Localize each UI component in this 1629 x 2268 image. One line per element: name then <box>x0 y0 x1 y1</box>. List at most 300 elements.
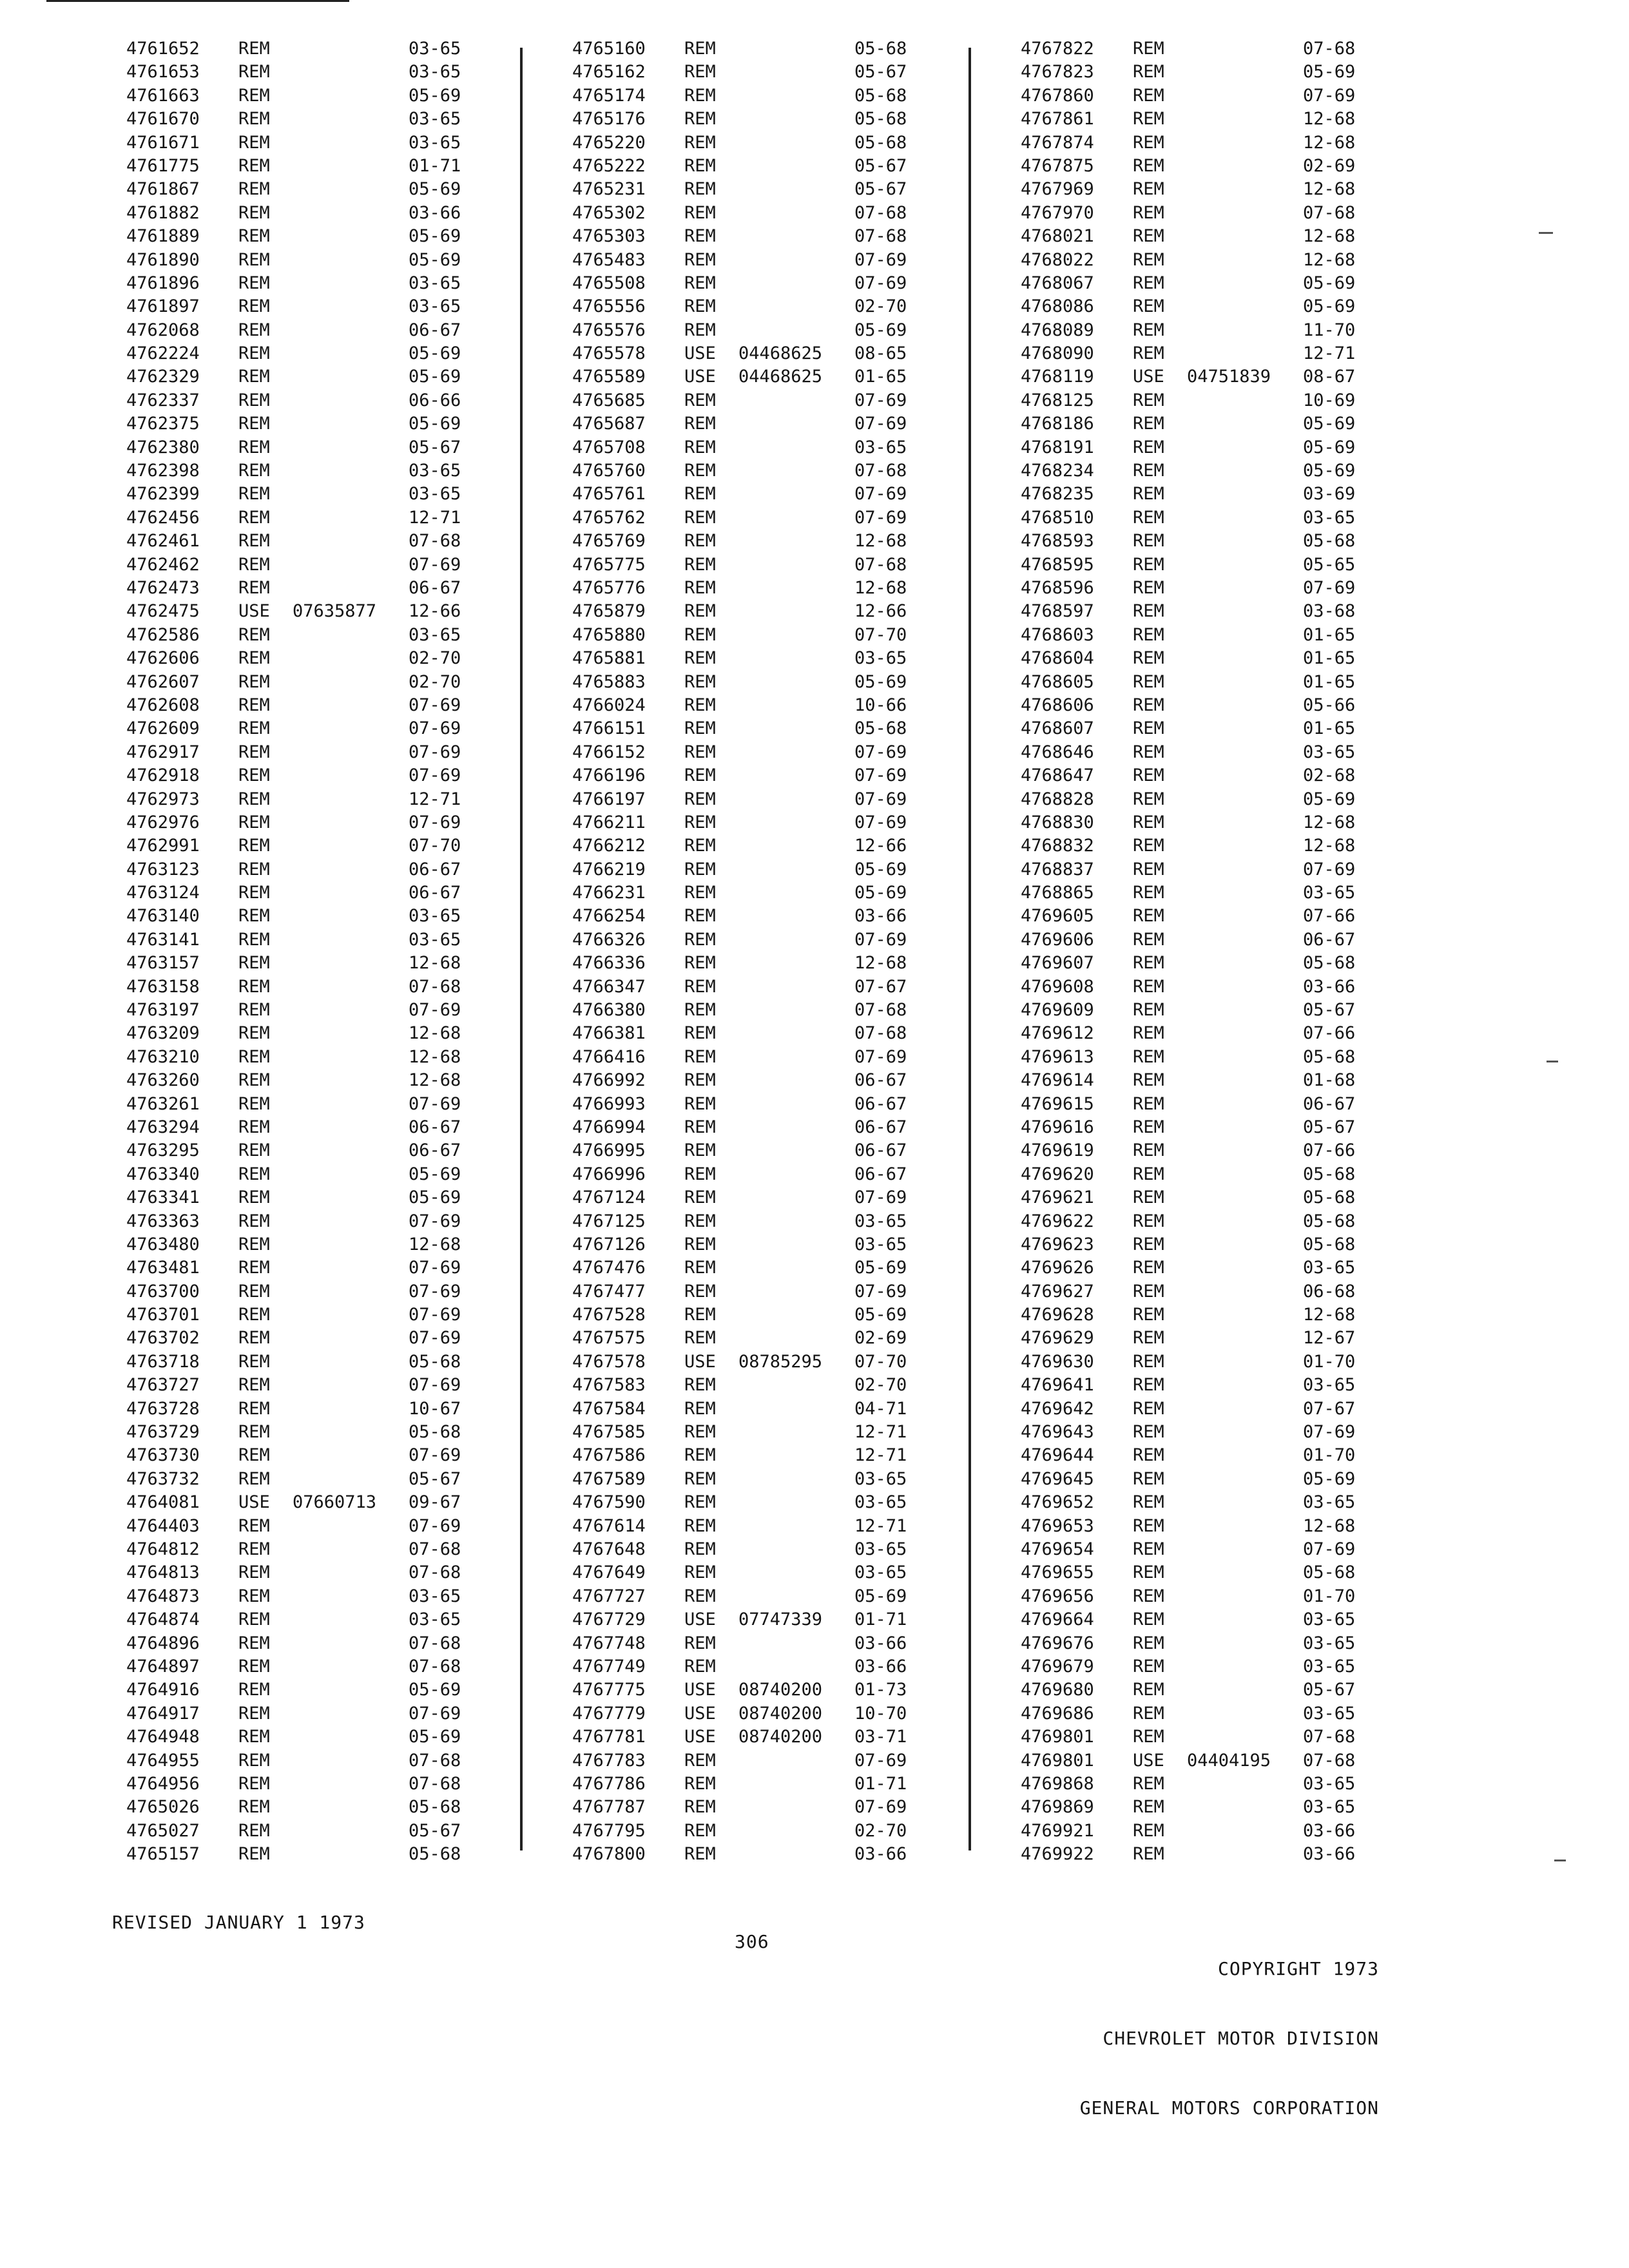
action-code: REM <box>238 1187 270 1208</box>
action-code: REM <box>684 1468 716 1489</box>
action-code: REM <box>238 343 270 364</box>
part-number: 4768646 <box>1021 742 1094 762</box>
effective-date: 07-69 <box>409 1375 461 1396</box>
effective-date: 05-68 <box>1303 1562 1356 1583</box>
action-code: REM <box>1133 1398 1164 1419</box>
effective-date: 05-69 <box>409 414 461 434</box>
part-number: 4762068 <box>126 320 200 340</box>
effective-date: 07-69 <box>1303 859 1356 879</box>
part-number: 4767786 <box>572 1773 646 1794</box>
part-number: 4769653 <box>1021 1515 1094 1536</box>
action-code: REM <box>684 179 716 200</box>
action-code: REM <box>684 1445 716 1466</box>
part-number: 4762586 <box>126 624 200 645</box>
part-number: 4762375 <box>126 414 200 434</box>
effective-date: 05-68 <box>1303 1187 1356 1208</box>
action-code: USE <box>684 1351 716 1372</box>
action-code: REM <box>1133 648 1164 669</box>
replacement-number: 04468625 <box>738 367 823 387</box>
part-number: 4769621 <box>1021 1187 1094 1208</box>
effective-date: 05-68 <box>1303 1164 1356 1184</box>
action-code: REM <box>684 531 716 552</box>
part-number: 4761890 <box>126 249 200 270</box>
action-code: USE <box>1133 367 1164 387</box>
action-code: REM <box>1133 1844 1164 1865</box>
part-number: 4769641 <box>1021 1375 1094 1396</box>
action-code: REM <box>1133 226 1164 247</box>
part-number: 4767585 <box>572 1422 646 1443</box>
part-number: 4766211 <box>572 812 646 832</box>
part-number: 4763700 <box>126 1281 200 1302</box>
action-code: REM <box>238 812 270 832</box>
part-number: 4769627 <box>1021 1281 1094 1302</box>
action-code: REM <box>238 1820 270 1841</box>
part-number: 4764812 <box>126 1539 200 1559</box>
replacement-number: 08785295 <box>738 1351 823 1372</box>
effective-date: 07-68 <box>1303 39 1356 59</box>
effective-date: 08-65 <box>854 343 907 364</box>
action-code: REM <box>1133 1046 1164 1067</box>
part-number: 4762609 <box>126 718 200 739</box>
action-code: REM <box>238 1750 270 1771</box>
part-number: 4767749 <box>572 1656 646 1677</box>
part-number: 4765775 <box>572 554 646 575</box>
part-number: 4765026 <box>126 1797 200 1818</box>
part-number: 4769606 <box>1021 929 1094 950</box>
action-code: REM <box>238 109 270 130</box>
part-number: 4767584 <box>572 1398 646 1419</box>
action-code: REM <box>684 437 716 457</box>
part-number: 4764874 <box>126 1610 200 1630</box>
action-code: REM <box>1133 531 1164 552</box>
action-code: REM <box>684 953 716 974</box>
page-number: 306 <box>735 1931 769 1952</box>
effective-date: 05-68 <box>854 718 907 739</box>
part-number: 4763158 <box>126 976 200 997</box>
effective-date: 02-70 <box>409 648 461 669</box>
part-number: 4766995 <box>572 1140 646 1161</box>
effective-date: 06-67 <box>854 1070 907 1091</box>
action-code: REM <box>238 929 270 950</box>
copyright-block <box>1080 1911 1379 2166</box>
part-number: 4761671 <box>126 132 200 153</box>
part-number: 4762473 <box>126 577 200 598</box>
part-number: 4767648 <box>572 1539 646 1559</box>
effective-date: 05-68 <box>409 1351 461 1372</box>
effective-date: 05-68 <box>1303 1234 1356 1254</box>
part-number: 4763363 <box>126 1211 200 1231</box>
replacement-number: 07660713 <box>293 1492 377 1513</box>
effective-date: 05-67 <box>1303 1117 1356 1137</box>
part-number: 4768597 <box>1021 601 1094 622</box>
effective-date: 07-68 <box>409 1562 461 1583</box>
effective-date: 07-69 <box>409 1515 461 1536</box>
action-code: REM <box>238 695 270 715</box>
effective-date: 05-67 <box>409 437 461 457</box>
effective-date: 03-66 <box>409 202 461 223</box>
part-number: 4767477 <box>572 1281 646 1302</box>
part-number: 4761670 <box>126 109 200 130</box>
part-number: 4765160 <box>572 39 646 59</box>
part-number: 4769801 <box>1021 1727 1094 1747</box>
part-number: 4766151 <box>572 718 646 739</box>
effective-date: 01-71 <box>854 1610 907 1630</box>
part-number: 4768604 <box>1021 648 1094 669</box>
action-code: REM <box>238 1610 270 1630</box>
action-code: REM <box>238 554 270 575</box>
effective-date: 06-67 <box>409 577 461 598</box>
part-number: 4762380 <box>126 437 200 457</box>
part-number: 4763701 <box>126 1305 200 1325</box>
effective-date: 02-69 <box>1303 155 1356 176</box>
action-code: REM <box>1133 1211 1164 1231</box>
action-code: USE <box>238 601 270 622</box>
part-number: 4763141 <box>126 929 200 950</box>
part-number: 4767822 <box>1021 39 1094 59</box>
part-number: 4762973 <box>126 789 200 809</box>
effective-date: 07-69 <box>409 554 461 575</box>
effective-date: 07-69 <box>854 273 907 293</box>
effective-date: 07-68 <box>409 976 461 997</box>
part-number: 4765761 <box>572 484 646 505</box>
effective-date: 05-67 <box>854 155 907 176</box>
part-number: 4765880 <box>572 624 646 645</box>
action-code: REM <box>1133 1187 1164 1208</box>
effective-date: 05-69 <box>409 226 461 247</box>
part-number: 4769619 <box>1021 1140 1094 1161</box>
effective-date: 03-65 <box>409 624 461 645</box>
part-number: 4761867 <box>126 179 200 200</box>
part-number: 4764896 <box>126 1633 200 1653</box>
effective-date: 07-69 <box>409 1281 461 1302</box>
part-number: 4761889 <box>126 226 200 247</box>
effective-date: 07-68 <box>1303 202 1356 223</box>
effective-date: 06-67 <box>854 1093 907 1114</box>
action-code: REM <box>1133 461 1164 481</box>
effective-date: 10-69 <box>1303 390 1356 410</box>
effective-date: 05-69 <box>854 320 907 340</box>
action-code: REM <box>1133 624 1164 645</box>
effective-date: 07-69 <box>854 484 907 505</box>
effective-date: 07-70 <box>409 836 461 856</box>
part-number: 4767779 <box>572 1703 646 1724</box>
action-code: REM <box>1133 179 1164 200</box>
part-number: 4763718 <box>126 1351 200 1372</box>
part-number: 4768067 <box>1021 273 1094 293</box>
part-number: 4767583 <box>572 1375 646 1396</box>
effective-date: 12-71 <box>1303 343 1356 364</box>
action-code: REM <box>684 273 716 293</box>
part-number: 4764916 <box>126 1680 200 1700</box>
effective-date: 03-65 <box>409 132 461 153</box>
effective-date: 07-69 <box>854 1797 907 1818</box>
part-number: 4767875 <box>1021 155 1094 176</box>
action-code: REM <box>1133 1586 1164 1606</box>
effective-date: 05-69 <box>409 179 461 200</box>
part-number: 4769612 <box>1021 1023 1094 1044</box>
effective-date: 05-68 <box>854 109 907 130</box>
part-number: 4761652 <box>126 39 200 59</box>
effective-date: 05-69 <box>854 671 907 692</box>
effective-date: 03-65 <box>854 1211 907 1231</box>
action-code: REM <box>238 1680 270 1700</box>
part-number: 4762337 <box>126 390 200 410</box>
part-number: 4763727 <box>126 1375 200 1396</box>
effective-date: 03-65 <box>409 296 461 317</box>
effective-date: 05-69 <box>1303 62 1356 82</box>
effective-date: 03-65 <box>854 1234 907 1254</box>
part-number: 4764403 <box>126 1515 200 1536</box>
effective-date: 05-69 <box>854 1258 907 1278</box>
part-number: 4767590 <box>572 1492 646 1513</box>
part-number: 4764917 <box>126 1703 200 1724</box>
effective-date: 05-69 <box>1303 1468 1356 1489</box>
replacement-number: 07747339 <box>738 1610 823 1630</box>
part-number: 4762456 <box>126 507 200 528</box>
action-code: REM <box>1133 1656 1164 1677</box>
effective-date: 03-65 <box>1303 1492 1356 1513</box>
effective-date: 02-70 <box>409 671 461 692</box>
part-number: 4767748 <box>572 1633 646 1653</box>
action-code: REM <box>684 1773 716 1794</box>
action-code: REM <box>684 976 716 997</box>
part-number: 4766152 <box>572 742 646 762</box>
effective-date: 12-68 <box>1303 249 1356 270</box>
column-divider <box>969 48 971 1850</box>
part-number: 4765879 <box>572 601 646 622</box>
effective-date: 05-68 <box>1303 1211 1356 1231</box>
part-number: 4765578 <box>572 343 646 364</box>
effective-date: 10-66 <box>854 695 907 715</box>
action-code: REM <box>1133 1562 1164 1583</box>
action-code: REM <box>238 1234 270 1254</box>
action-code: REM <box>1133 1281 1164 1302</box>
effective-date: 06-67 <box>409 883 461 903</box>
effective-date: 12-68 <box>854 577 907 598</box>
effective-date: 05-67 <box>854 179 907 200</box>
action-code: REM <box>684 249 716 270</box>
effective-date: 07-69 <box>409 1445 461 1466</box>
effective-date: 06-67 <box>1303 1093 1356 1114</box>
action-code: REM <box>684 132 716 153</box>
action-code: REM <box>238 953 270 974</box>
part-number: 4765027 <box>126 1820 200 1841</box>
part-number: 4765483 <box>572 249 646 270</box>
effective-date: 05-69 <box>409 85 461 106</box>
action-code: REM <box>238 155 270 176</box>
effective-date: 12-68 <box>1303 132 1356 153</box>
part-number: 4765589 <box>572 367 646 387</box>
part-number: 4765220 <box>572 132 646 153</box>
effective-date: 08-67 <box>1303 367 1356 387</box>
part-number: 4763730 <box>126 1445 200 1466</box>
part-number: 4767874 <box>1021 132 1094 153</box>
part-number: 4769679 <box>1021 1656 1094 1677</box>
action-code: REM <box>238 1844 270 1865</box>
replacement-number: 04751839 <box>1187 367 1271 387</box>
action-code: REM <box>238 1797 270 1818</box>
effective-date: 03-65 <box>1303 1375 1356 1396</box>
action-code: REM <box>684 1492 716 1513</box>
part-number: 4763210 <box>126 1046 200 1067</box>
action-code: REM <box>1133 132 1164 153</box>
part-number: 4762608 <box>126 695 200 715</box>
effective-date: 02-70 <box>854 1375 907 1396</box>
action-code: REM <box>1133 1023 1164 1044</box>
part-number: 4762991 <box>126 836 200 856</box>
part-number: 4761896 <box>126 273 200 293</box>
effective-date: 03-65 <box>1303 883 1356 903</box>
action-code: REM <box>1133 273 1164 293</box>
effective-date: 05-69 <box>1303 296 1356 317</box>
part-number: 4769643 <box>1021 1422 1094 1443</box>
action-code: REM <box>684 1422 716 1443</box>
action-code: REM <box>1133 1727 1164 1747</box>
action-code: REM <box>684 1046 716 1067</box>
action-code: REM <box>1133 1375 1164 1396</box>
part-number: 4768595 <box>1021 554 1094 575</box>
action-code: REM <box>1133 1610 1164 1630</box>
effective-date: 12-68 <box>409 1234 461 1254</box>
effective-date: 07-69 <box>854 789 907 809</box>
effective-date: 05-68 <box>854 132 907 153</box>
part-number: 4766347 <box>572 976 646 997</box>
action-code: REM <box>238 1258 270 1278</box>
part-number: 4766254 <box>572 906 646 927</box>
action-code: REM <box>684 85 716 106</box>
effective-date: 07-69 <box>854 390 907 410</box>
effective-date: 05-68 <box>854 85 907 106</box>
action-code: REM <box>238 577 270 598</box>
part-number: 4769623 <box>1021 1234 1094 1254</box>
action-code: REM <box>238 671 270 692</box>
action-code: REM <box>238 437 270 457</box>
effective-date: 07-69 <box>409 812 461 832</box>
effective-date: 05-69 <box>1303 461 1356 481</box>
action-code: REM <box>238 531 270 552</box>
effective-date: 12-71 <box>854 1445 907 1466</box>
action-code: REM <box>238 1633 270 1653</box>
action-code: REM <box>238 132 270 153</box>
effective-date: 05-69 <box>409 249 461 270</box>
action-code: REM <box>238 1539 270 1559</box>
effective-date: 05-69 <box>1303 273 1356 293</box>
action-code: REM <box>238 859 270 879</box>
action-code: REM <box>238 976 270 997</box>
part-number: 4769630 <box>1021 1351 1094 1372</box>
effective-date: 05-69 <box>1303 414 1356 434</box>
effective-date: 06-67 <box>409 1117 461 1137</box>
part-number: 4768647 <box>1021 765 1094 786</box>
effective-date: 07-68 <box>854 202 907 223</box>
effective-date: 07-69 <box>854 929 907 950</box>
action-code: REM <box>238 202 270 223</box>
action-code: REM <box>238 1398 270 1419</box>
effective-date: 06-68 <box>1303 1281 1356 1302</box>
part-number: 4769655 <box>1021 1562 1094 1583</box>
effective-date: 12-68 <box>1303 109 1356 130</box>
part-number: 4763260 <box>126 1070 200 1091</box>
part-number: 4767125 <box>572 1211 646 1231</box>
part-number: 4766196 <box>572 765 646 786</box>
replacement-number: 08740200 <box>738 1703 823 1724</box>
part-number: 4763140 <box>126 906 200 927</box>
effective-date: 01-65 <box>1303 624 1356 645</box>
action-code: REM <box>684 1070 716 1091</box>
action-code: REM <box>684 577 716 598</box>
effective-date: 07-69 <box>409 1703 461 1724</box>
action-code: USE <box>684 1703 716 1724</box>
part-number: 4769642 <box>1021 1398 1094 1419</box>
effective-date: 07-69 <box>409 1328 461 1349</box>
part-number: 4767787 <box>572 1797 646 1818</box>
action-code: REM <box>684 836 716 856</box>
action-code: REM <box>238 1211 270 1231</box>
part-number: 4766326 <box>572 929 646 950</box>
action-code: REM <box>238 85 270 106</box>
action-code: REM <box>684 859 716 879</box>
effective-date: 06-67 <box>409 859 461 879</box>
action-code: REM <box>684 648 716 669</box>
action-code: REM <box>238 1562 270 1583</box>
replacement-number: 04468625 <box>738 343 823 364</box>
effective-date: 03-65 <box>1303 1703 1356 1724</box>
effective-date: 05-68 <box>1303 1046 1356 1067</box>
part-number: 4763197 <box>126 1000 200 1021</box>
part-number: 4765162 <box>572 62 646 82</box>
action-code: REM <box>684 624 716 645</box>
part-number: 4763294 <box>126 1117 200 1137</box>
part-number: 4766993 <box>572 1093 646 1114</box>
action-code: REM <box>684 155 716 176</box>
effective-date: 06-67 <box>854 1117 907 1137</box>
part-number: 4769645 <box>1021 1468 1094 1489</box>
action-code: REM <box>1133 85 1164 106</box>
effective-date: 07-70 <box>854 1351 907 1372</box>
effective-date: 07-68 <box>409 1750 461 1771</box>
part-number: 4768510 <box>1021 507 1094 528</box>
action-code: REM <box>684 296 716 317</box>
part-number: 4769868 <box>1021 1773 1094 1794</box>
effective-date: 01-68 <box>1303 1070 1356 1091</box>
part-number: 4765302 <box>572 202 646 223</box>
part-number: 4763729 <box>126 1422 200 1443</box>
part-number: 4763295 <box>126 1140 200 1161</box>
effective-date: 03-65 <box>1303 1610 1356 1630</box>
part-number: 4762462 <box>126 554 200 575</box>
effective-date: 07-69 <box>854 414 907 434</box>
action-code: REM <box>238 1117 270 1137</box>
part-number: 4769869 <box>1021 1797 1094 1818</box>
action-code: REM <box>238 390 270 410</box>
effective-date: 12-66 <box>409 601 461 622</box>
part-number: 4765556 <box>572 296 646 317</box>
action-code: REM <box>238 1586 270 1606</box>
action-code: REM <box>1133 906 1164 927</box>
action-code: REM <box>684 695 716 715</box>
copyright-line: CHEVROLET MOTOR DIVISION <box>1103 2028 1379 2049</box>
effective-date: 07-68 <box>409 1656 461 1677</box>
action-code: REM <box>238 1164 270 1184</box>
action-code: REM <box>1133 1000 1164 1021</box>
action-code: REM <box>238 273 270 293</box>
effective-date: 09-67 <box>409 1492 461 1513</box>
part-number: 4762224 <box>126 343 200 364</box>
effective-date: 07-69 <box>854 1046 907 1067</box>
effective-date: 07-69 <box>854 1750 907 1771</box>
effective-date: 07-69 <box>854 742 907 762</box>
effective-date: 03-65 <box>409 461 461 481</box>
